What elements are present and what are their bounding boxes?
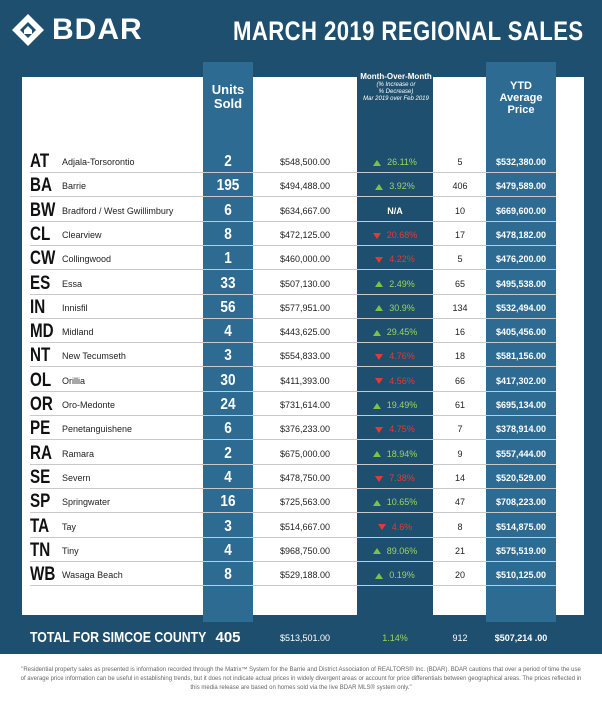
total-mom: 1.14% [382,633,408,643]
row-code: IN [30,296,46,318]
table-row [30,175,556,197]
row-ytd-average-price: $532,380.00 [495,157,547,167]
row-mom-value: 20.68% [386,229,418,240]
row-month-over-month [357,467,433,489]
header-bar [0,0,602,62]
row-month-over-month [357,151,433,173]
row-area: Adjala-Torsorontio [62,157,135,167]
row-divider [30,172,556,173]
header-avg-line1: Average [279,82,331,97]
row-ytd-average-price: $417,302.00 [495,375,547,386]
bdar-logo [10,12,143,48]
house-logo-icon [10,12,46,48]
table-row [30,273,556,295]
row-month-over-month [357,175,433,197]
row-month-over-month [357,443,433,465]
row-code: OL [30,369,52,391]
row-mom-value: 4.75% [389,424,415,435]
total-units: 405 [215,629,241,646]
row-units-sold: 3 [224,517,232,535]
row-average-price: $376,233.00 [279,424,331,435]
page-title: MARCH 2019 REGIONAL SALES [233,16,584,46]
row-code: ES [30,272,51,294]
row-ytd-units: 17 [454,229,465,240]
row-mom-value: 89.06% [386,545,418,556]
row-units-sold: 195 [216,177,240,195]
row-code: TA [30,515,50,537]
row-divider [30,196,556,197]
row-average-price: $494,488.00 [279,181,331,192]
header-ytdu-line1: YTD [449,80,471,92]
row-area: Essa [62,278,83,289]
row-code: SP [30,491,51,513]
row-divider [30,391,556,392]
decrease-arrow-icon [378,524,386,530]
table-row [30,467,556,489]
row-divider [30,415,556,416]
row-average-price: $478,750.00 [279,472,331,483]
table-row [30,297,556,319]
row-area: Severn [62,472,91,483]
row-ytd-units: 5 [457,157,463,167]
row-average-price: $514,667.00 [279,521,331,532]
row-ytd-units: 21 [454,545,465,556]
row-ytd-average-price: $478,182.00 [495,229,547,240]
row-divider [30,561,556,562]
row-ytd-units: 20 [454,570,465,581]
total-average-price: $513,501.00 [279,633,331,643]
row-area: Bradford / West Gwillimbury [62,205,174,216]
row-ytd-average-price: $581,156.00 [495,351,547,362]
header-ytdu-line3: Sold [448,104,472,116]
row-ytd-units: 134 [452,302,468,313]
row-ytd-units: 8 [457,521,463,532]
increase-arrow-icon [375,281,383,287]
row-code: OR [30,394,53,415]
header-area: Area [90,90,120,105]
row-month-over-month [357,200,433,222]
row-month-over-month [357,248,433,270]
row-mom-value: 10.65% [386,497,418,508]
row-divider [30,537,556,538]
row-ytd-average-price: $520,529.00 [495,472,547,483]
row-code: BA [30,175,52,197]
row-area: Wasaga Beach [62,570,123,581]
row-mom-value: 3.92% [389,181,415,192]
row-mom-value: 29.45% [386,327,418,338]
row-divider [30,318,556,319]
row-average-price: $507,130.00 [279,278,331,289]
row-divider [30,512,556,513]
table-row [30,564,556,586]
row-ytd-average-price: $695,134.00 [495,400,547,410]
decrease-arrow-icon [373,233,381,239]
increase-arrow-icon [375,184,383,190]
row-average-price: $443,625.00 [279,327,331,338]
row-month-over-month [357,224,433,246]
header-avg-line2: Price [289,96,321,111]
row-units-sold: 2 [224,444,232,462]
row-units-sold: 4 [224,468,232,486]
row-divider [30,294,556,295]
table-row [30,491,556,513]
row-ytd-average-price: $476,200.00 [495,254,547,265]
row-units-sold: 33 [220,274,236,292]
row-area: Barrie [62,181,87,192]
row-mom-value: 26.11% [387,157,417,167]
row-units-sold: 30 [220,371,236,389]
row-units-sold: 4 [224,323,232,341]
row-month-over-month [357,370,433,392]
row-month-over-month [357,321,433,343]
header-ytdp-line1: YTD [510,80,532,92]
increase-arrow-icon [375,573,383,579]
footnote: "Residential property sales as presented is information recorded through the Matrix™ System for the Barrie and District Association of REALTORS® Inc. (BDAR). BDAR cautions that over a period of time the use of average price information can be useful in establishing trends, but it does not indicate actual prices in widely divergent areas or account for price differentials between geographical areas. The prices reflected in this media release are based on homes sold via the live BDAR MLS® system only." [20,667,582,691]
decrease-arrow-icon [375,378,383,384]
increase-arrow-icon [373,403,381,409]
table-row [30,200,556,222]
row-ytd-average-price: $514,875.00 [495,521,547,532]
row-ytd-average-price: $557,444.00 [495,448,547,459]
row-average-price: $554,833.00 [279,351,331,362]
row-ytd-average-price: $510,125.00 [495,570,547,581]
decrease-arrow-icon [375,476,383,482]
decrease-arrow-icon [375,257,383,263]
row-divider [30,585,556,586]
row-month-over-month [357,491,433,513]
row-month-over-month [357,394,433,416]
header-mom-sub2: % Decrease) [378,89,414,95]
row-area: Midland [62,327,94,338]
row-average-price: $731,614.00 [279,400,331,410]
row-units-sold: 8 [224,225,232,243]
row-area: New Tecumseth [62,351,126,362]
row-code: CL [30,223,51,245]
row-month-over-month [357,418,433,440]
header-mom-title: Month-Over-Month [360,72,432,81]
row-month-over-month [357,516,433,538]
header-average-price [265,83,345,111]
row-ytd-units: 47 [454,497,465,508]
row-ytd-average-price: $405,456.00 [495,327,547,338]
decrease-arrow-icon [375,354,383,360]
row-mom-value: 4.6% [391,521,413,532]
row-average-price: $968,750.00 [279,545,331,556]
header-units-sold [203,83,253,111]
row-area: Clearview [62,229,102,240]
increase-arrow-icon [373,451,381,457]
row-units-sold: 4 [224,541,232,559]
row-code: NT [30,345,51,367]
row-average-price: $529,188.00 [279,570,331,581]
row-month-over-month [357,273,433,295]
header-mom-sub3: Mar 2019 over Feb 2019 [363,96,429,102]
row-code: RA [30,442,52,464]
row-units-sold: 6 [224,420,232,438]
row-mom-value: 0.19% [389,570,415,581]
row-mom-value: 30.9% [389,302,415,313]
row-ytd-average-price: $669,600.00 [495,205,547,216]
row-area: Tiny [62,545,79,556]
header-units-line1: Units [211,82,245,97]
row-ytd-units: 7 [457,424,463,435]
row-ytd-units: 14 [454,472,465,483]
row-mom-value: 18.94% [386,448,418,459]
row-mom-value: 7.38% [389,472,415,483]
row-divider [30,221,556,222]
row-mom-value: N/A [387,205,403,216]
row-average-price: $634,667.00 [279,205,331,216]
increase-arrow-icon [373,160,381,166]
row-divider [30,245,556,246]
row-mom-value: 4.56% [389,375,415,386]
row-area: Innisfil [62,302,88,313]
row-ytd-units: 61 [454,400,465,410]
row-mom-value: 19.49% [386,400,418,410]
row-divider [30,488,556,489]
row-divider [30,269,556,270]
increase-arrow-icon [373,500,381,506]
table-row [30,248,556,270]
row-average-price: $460,000.00 [279,254,331,265]
row-area: Ramara [62,448,95,459]
row-area: Oro-Medonte [62,400,116,410]
row-average-price: $577,951.00 [279,302,331,313]
row-ytd-units: 10 [454,205,465,216]
row-units-sold: 16 [220,493,236,511]
row-code: WB [30,564,56,586]
row-area: Penetanguishene [62,424,133,435]
row-units-sold: 3 [224,347,232,365]
header-mom-sub1: (% Increase or [376,82,416,88]
row-average-price: $548,500.00 [279,157,331,167]
total-ytd-average-price: $507,214 .00 [494,633,548,643]
table-row [30,394,556,416]
row-divider [30,342,556,343]
row-code: BW [30,199,56,221]
total-row [0,622,602,654]
row-mom-value: 4.22% [389,254,415,265]
increase-arrow-icon [373,548,381,554]
row-units-sold: 6 [224,201,232,219]
logo-text: BDAR [52,13,143,46]
total-label: TOTAL FOR SIMCOE COUNTY [30,629,207,646]
header-units-line2: Sold [213,96,243,111]
row-average-price: $675,000.00 [279,448,331,459]
row-units-sold: 1 [224,250,232,268]
row-code: PE [30,418,51,440]
row-ytd-average-price: $378,914.00 [495,424,547,435]
row-ytd-average-price: $708,223.00 [495,497,547,508]
row-mom-value: 2.49% [389,278,415,289]
row-ytd-units: 5 [457,254,463,265]
row-code: TN [30,539,51,561]
header-ytd-units [440,80,480,116]
row-average-price: $472,125.00 [279,229,331,240]
row-units-sold: 56 [220,298,236,316]
row-ytd-units: 18 [454,351,465,362]
row-month-over-month [357,564,433,586]
row-average-price: $411,393.00 [280,375,330,386]
row-ytd-units: 9 [457,448,463,459]
row-divider [30,366,556,367]
row-divider [30,439,556,440]
increase-arrow-icon [373,330,381,336]
table-row [30,345,556,367]
row-units-sold: 24 [220,396,236,413]
row-code: MD [30,321,54,343]
table-row [30,443,556,465]
header-ytdp-line3: Price [507,104,535,116]
decrease-arrow-icon [375,427,383,433]
row-divider [30,464,556,465]
row-area: Collingwood [62,254,112,265]
row-ytd-average-price: $495,538.00 [495,278,547,289]
header-month-over-month [347,72,445,103]
row-ytd-average-price: $575,519.00 [495,545,547,556]
table-row [30,516,556,538]
table-row [30,418,556,440]
header-ytdp-line2: Average [499,92,543,104]
total-ytd-units: 912 [452,633,468,643]
table-row [30,321,556,343]
row-ytd-units: 65 [454,278,465,289]
row-area: Orillia [62,375,86,386]
row-code: AT [30,151,50,172]
row-month-over-month [357,345,433,367]
header-ytdu-line2: Units [446,92,474,104]
row-mom-value: 4.76% [389,351,415,362]
row-ytd-units: 16 [454,327,465,338]
row-ytd-average-price: $532,494.00 [495,302,547,313]
row-area: Springwater [62,497,111,508]
table-row [30,151,556,173]
table-row [30,370,556,392]
row-units-sold: 8 [224,566,232,584]
row-code: SE [30,466,51,488]
row-month-over-month [357,540,433,562]
row-code: CW [30,248,56,270]
increase-arrow-icon [375,305,383,311]
row-month-over-month [357,297,433,319]
row-area: Tay [62,521,77,532]
row-ytd-average-price: $479,589.00 [495,181,547,192]
table-row [30,224,556,246]
row-ytd-units: 406 [452,181,468,192]
row-average-price: $725,563.00 [279,497,331,508]
row-ytd-units: 66 [454,375,465,386]
header-ytd-average-price [486,80,556,116]
table-row [30,540,556,562]
row-units-sold: 2 [224,153,232,170]
